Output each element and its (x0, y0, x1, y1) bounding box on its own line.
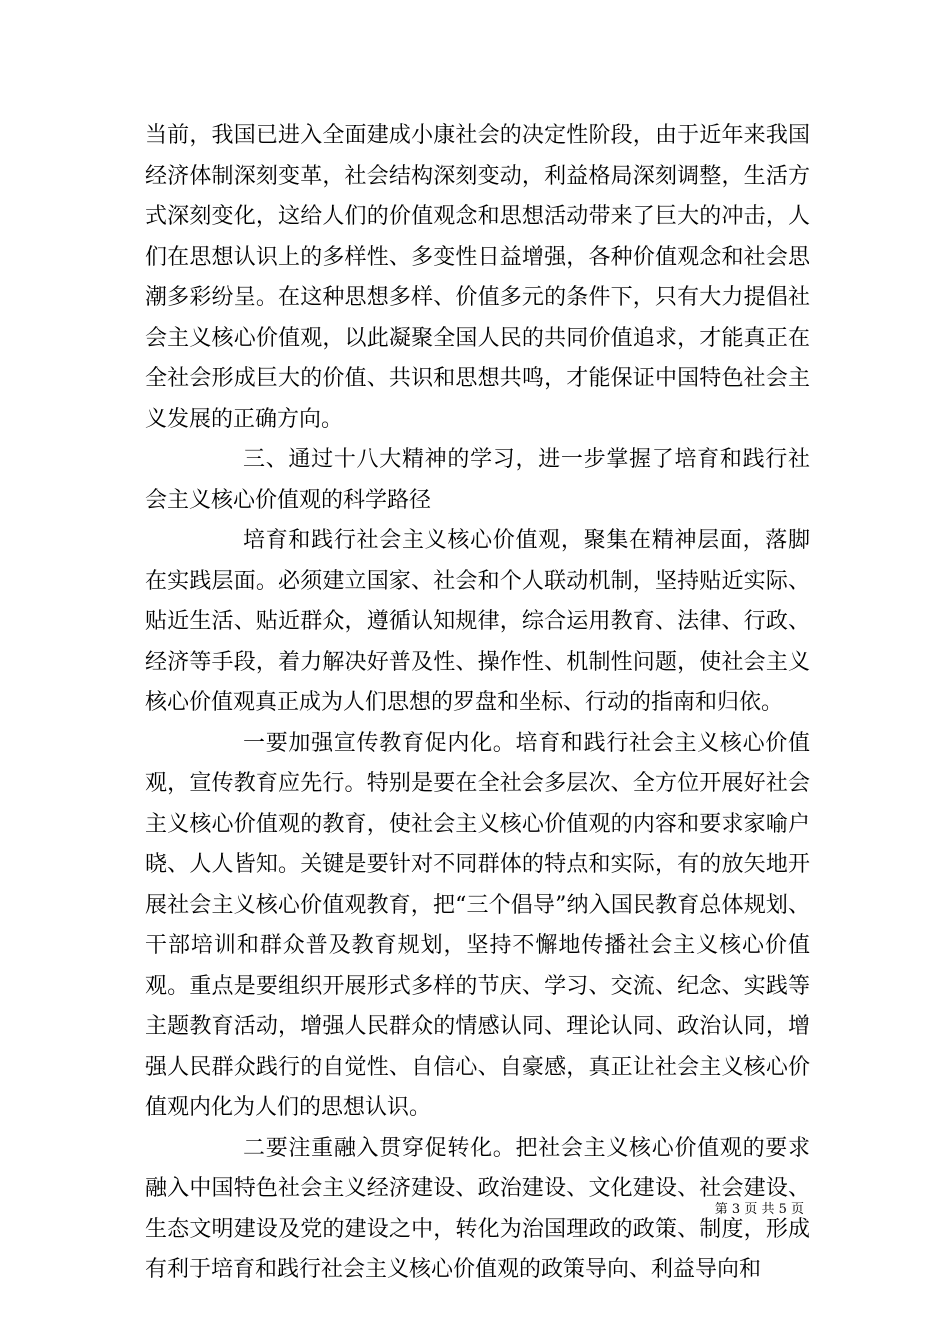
body-text (145, 116, 810, 1291)
section-heading: 三、通过十八大精神的学习，进一步掌握了培育和践行社会主义核心价值观的科学路径 (145, 447, 810, 513)
paragraph: 培育和践行社会主义核心价值观，聚集在精神层面，落脚在实践层面。必须建立国家、社会和个人联动机制，坚持贴近实际、贴近生活、贴近群众，遵循认知规律，综合运用教育、法律、行政、经济等手段，着力解决好普及性、操作性、机制性问题，使社会主义核心价值观真正成为人们思想的罗盘和坐标、行动的指南和归依。 (145, 528, 810, 715)
paragraph: 一要加强宣传教育促内化。培育和践行社会主义核心价值观，宣传教育应先行。特别是要在全社会多层次、全方位开展好社会主义核心价值观的教育，使社会主义核心价值观的内容和要求家喻户晓、人人皆知。关键是要针对不同群体的特点和实际，有的放矢地开展社会主义核心价值观教育，把“三个倡导”纳入国民教育总体规划、干部培训和群众普及教育规划，坚持不懈地传播社会主义核心价值观。重点是要组织开展形式多样的节庆、学习、交流、纪念、实践等主题教育活动，增强人民群众的情感认同、理论认同、政治认同，增强人民群众践行的自觉性、自信心、自豪感，真正让社会主义核心价值观内化为人们的思想认识。 (145, 730, 810, 1120)
paragraph-continuation: 当前，我国已进入全面建成小康社会的决定性阶段，由于近年来我国经济体制深刻变革，社会结构深刻变动，利益格局深刻调整，生活方式深刻变化，这给人们的价值观念和思想活动带来了巨大的冲击，人们在思想认识上的多样性、多变性日益增强，各种价值观念和社会思潮多彩纷呈。在这种思想多样、价值多元的条件下，只有大力提倡社会主义核心价值观，以此凝聚全国人民的共同价值追求，才能真正在全社会形成巨大的价值、共识和思想共鸣，才能保证中国特色社会主义发展的正确方向。 (145, 123, 810, 432)
page-number: 第 3 页 共 5 页 (714, 1202, 804, 1217)
paragraph: 二要注重融入贯穿促转化。把社会主义核心价值观的要求融入中国特色社会主义经济建设、政治建设、文化建设、社会建设、生态文明建设及党的建设之中，转化为治国理政的政策、制度，形成有利于培育和践行社会主义核心价值观的政策导向、利益导向和 (145, 1135, 810, 1282)
